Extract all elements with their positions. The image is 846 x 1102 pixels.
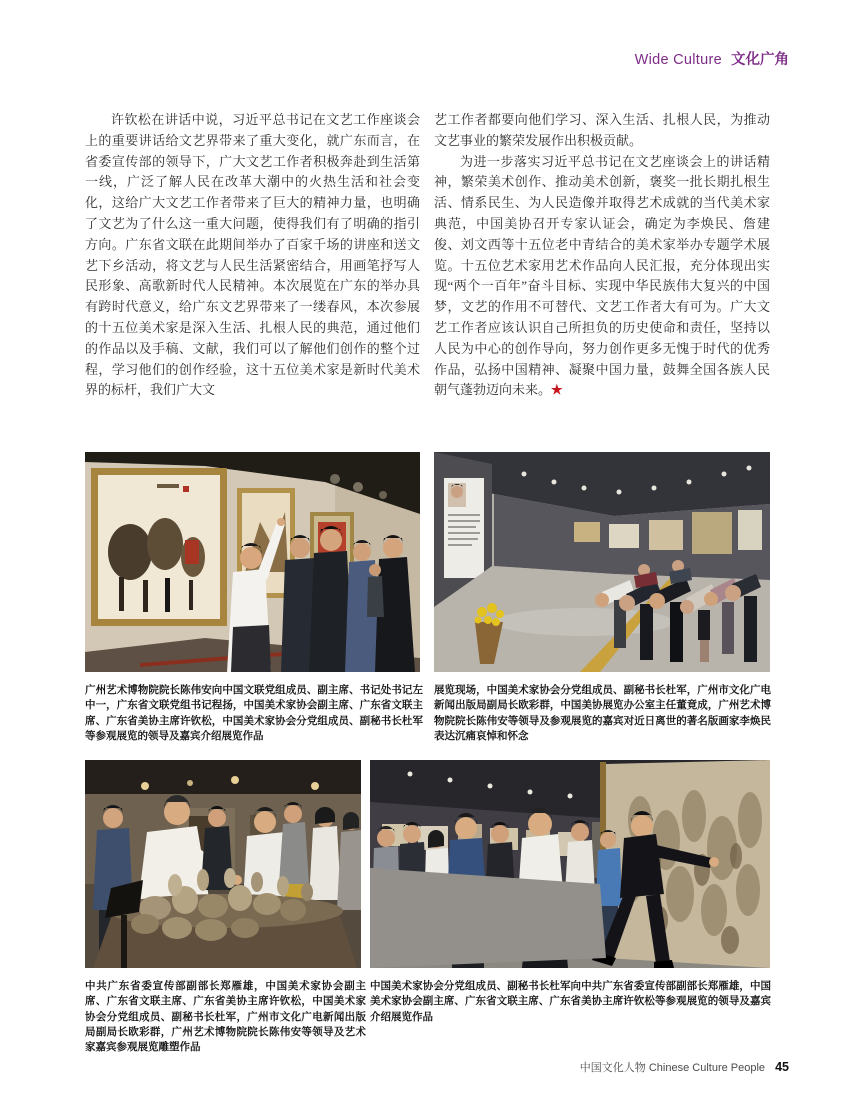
photo-1-caption: 广州艺术博物院院长陈伟安向中国文联党组成员、副主席、书记处书记左中一，广东省文联党组书记程扬，中国美术家协会副主席、广东省文联主席、广东省美协主席许钦松，中国美术家协会分党组成员、副秘书长杜军等参观展览的领导及嘉宾介绍展览作品 xyxy=(85,684,423,742)
photo-gallery-pointing xyxy=(85,452,420,672)
photo-3-image xyxy=(85,760,361,968)
article-paragraph-2: 为进一步落实习近平总书记在文艺座谈会上的讲话精神，繁荣美术创作、推动美术创新，褒奖一批长期扎根生活、情系民生、为人民造像并取得艺术成就的当代美术家典范，中国美协召开专家认证会，确定为李焕民、詹建俊、刘文西等十五位老中青结合的美术家举办专题学术展览。十五位艺术家用艺术作品向人民汇报，充分体现出实现“两个一百年”奋斗目标、实现中华民族伟大复兴的中国梦，文艺的作用不可替代、文艺工作者大有可为。广大文艺工作者应该认识自己所担负的历史使命和责任，坚持以人民为中心的创作导向，努力创作更多无愧于时代的优秀作品，弘扬中国精神、凝聚中国力量，鼓舞全国各族人民朝气蓬勃迈向未来。★ xyxy=(434,153,770,398)
photo-3-caption: 中共广东省委宣传部副部长郑雁雄，中国美术家协会副主席、广东省文联主席、广东省美协主席许钦松，中国美术家协会分党组成员、副秘书长杜军，广州市文化广电新闻出版局副局长欧彩群，广州艺术博物院院长陈伟安等领导及艺术家嘉宾参观展览雕塑作品 xyxy=(85,980,366,1054)
article-end-star-icon: ★ xyxy=(551,382,563,398)
article-column-left xyxy=(85,110,420,401)
section-header xyxy=(635,48,789,69)
photo-2-caption: 展览现场，中国美术家协会分党组成员、副秘书长杜军，广州市文化广电新闻出版局副局长欧彩群，中国美协展览办公室主任董竟成，广州艺术博物院院长陈伟安等领导及参观展览的嘉宾对近日离世的著名版画家李焕民表达沉痛哀悼和怀念 xyxy=(434,684,771,742)
article-paragraph-1-continued: 艺工作者都要向他们学习、深入生活、扎根人民，为推动文艺事业的繁荣发展作出积极贡献。 xyxy=(434,112,770,148)
photo-2-image xyxy=(434,452,770,672)
photo-mourning-bow xyxy=(434,452,770,672)
photo-mural-pointing xyxy=(370,760,770,968)
footer-title-en: Chinese Culture People xyxy=(648,1062,766,1074)
photo-4-caption: 中国美术家协会分党组成员、副秘书长杜军向中共广东省委宣传部副部长郑雁雄，中国美术家协会副主席、广东省文联主席、广东省美协主席许钦松等参观展览的领导及嘉宾介绍展览作品 xyxy=(370,980,771,1023)
section-header-en: Wide Culture xyxy=(634,52,722,68)
section-header-zh: 文化广角 xyxy=(731,52,789,68)
article-column-right xyxy=(434,110,770,401)
page-number: 45 xyxy=(775,1060,789,1074)
page-footer xyxy=(580,1059,789,1075)
photo-1-image xyxy=(85,452,420,672)
footer-title-zh: 中国文化人物 xyxy=(579,1062,646,1074)
article-paragraph-1: 许钦松在讲话中说，习近平总书记在文艺工作座谈会上的重要讲话给文艺界带来了重大变化，就广东而言，在省委宣传部的领导下，广大文艺工作者积极奔赴到生活第一线，广泛了解人民在改革大潮中的火热生活和社会变化，这给广大文艺工作者带来了巨大的精神力量，也明确了文艺为了什么这一重大问题，使得我们有了明确的指引方向。广东省文联在此期间举办了百家千场的讲座和送文艺下乡活动，将文艺与人民生活紧密结合，用画笔抒写人民形象、高歌新时代人民精神。本次展览在广东的举办具有跨时代意义，给广东文艺界带来了一缕春风，本次参展的十五位美术家是深入生活、扎根人民的典范，通过他们的作品以及手稿、文献，我们可以了解他们创作的整个过程，学习他们的创作经验，这十五位美术家是新时代美术界的标杆，我们广大文 xyxy=(85,112,420,398)
photo-sculpture-viewing xyxy=(85,760,361,968)
photo-4-image xyxy=(370,760,770,968)
